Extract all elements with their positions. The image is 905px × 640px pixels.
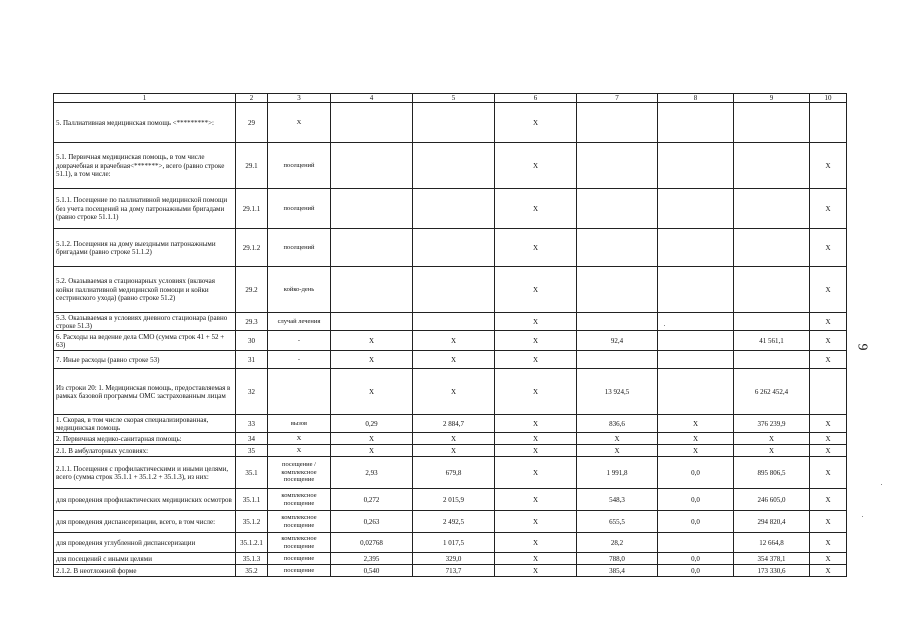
- table-cell-c7: 28,2: [577, 533, 658, 553]
- table-cell-c8: X: [658, 415, 734, 433]
- table-cell-c10: X: [810, 267, 847, 313]
- table-cell-c7: [577, 103, 658, 143]
- table-cell-c6: X: [495, 351, 577, 369]
- table-row: [54, 553, 847, 565]
- table-cell-c1: 2.1. В амбулаторных условиях:: [54, 445, 236, 457]
- table-cell-c10: X: [810, 553, 847, 565]
- header-cell: 3: [268, 94, 331, 103]
- table-cell-c2: 35.1.1: [236, 489, 268, 511]
- table-cell-c10: X: [810, 143, 847, 189]
- table-cell-c3: посещений: [268, 229, 331, 267]
- table-cell-c9: [734, 189, 810, 229]
- table-row: [54, 143, 847, 189]
- table-cell-c9: 41 561,1: [734, 331, 810, 351]
- table-cell-c3: посещение: [268, 565, 331, 577]
- table-cell-c3: случай лечения: [268, 313, 331, 331]
- table-cell-c10: [810, 103, 847, 143]
- table-cell-c7: 1 991,8: [577, 457, 658, 489]
- table-cell-c5: 1 017,5: [413, 533, 495, 553]
- table-cell-c3: посещений: [268, 143, 331, 189]
- table-cell-c4: 0,272: [331, 489, 413, 511]
- table-cell-c7: 788,0: [577, 553, 658, 565]
- header-cell: 2: [236, 94, 268, 103]
- table-row: [54, 433, 847, 445]
- table-cell-c2: 34: [236, 433, 268, 445]
- header-cell: 7: [577, 94, 658, 103]
- table-cell-c1: 5.1.2. Посещения на дому выездными патронажными бригадами (равно строке 51.1.2): [54, 229, 236, 267]
- table-cell-c2: 35.1.2.1: [236, 533, 268, 553]
- table-cell-c6: X: [495, 189, 577, 229]
- table-row: [54, 229, 847, 267]
- table-cell-c8: 0,0: [658, 553, 734, 565]
- header-cell: 9: [734, 94, 810, 103]
- table-cell-c9: 173 330,6: [734, 565, 810, 577]
- table-cell-c5: X: [413, 331, 495, 351]
- table-cell-c7: X: [577, 445, 658, 457]
- table-cell-c3: X: [268, 433, 331, 445]
- table-cell-c8: [658, 533, 734, 553]
- table-cell-c1: 5.3. Оказываемая в условиях дневного стационара (равно строке 51.3): [54, 313, 236, 331]
- table-cell-c7: X: [577, 433, 658, 445]
- table-cell-c4: 2,395: [331, 553, 413, 565]
- table-row: [54, 351, 847, 369]
- table-cell-c6: X: [495, 457, 577, 489]
- table-cell-c2: 33: [236, 415, 268, 433]
- table-cell-c1: 2. Первичная медико-санитарная помощь:: [54, 433, 236, 445]
- table-cell-c7: 655,5: [577, 511, 658, 533]
- table-cell-c8: [658, 229, 734, 267]
- scan-speck: [881, 484, 882, 485]
- table-cell-c1: 5.2. Оказываемая в стационарных условиях (включая койки паллиативной медицинской помощи и койки сестринского ухода) (равно строке 51.2): [54, 267, 236, 313]
- table-cell-c5: [413, 313, 495, 331]
- table-cell-c6: X: [495, 331, 577, 351]
- table-cell-c7: [577, 267, 658, 313]
- table-cell-c2: 29.1.1: [236, 189, 268, 229]
- table-cell-c8: 0,0: [658, 511, 734, 533]
- table-cell-c10: X: [810, 511, 847, 533]
- table-row: [54, 445, 847, 457]
- table-cell-c5: [413, 229, 495, 267]
- table-cell-c2: 29.2: [236, 267, 268, 313]
- table-row: [54, 267, 847, 313]
- table-cell-c10: X: [810, 415, 847, 433]
- table-cell-c8: [658, 143, 734, 189]
- table-cell-c2: 35.1: [236, 457, 268, 489]
- header-cell: 1: [54, 94, 236, 103]
- scan-speck: [664, 325, 665, 326]
- table-cell-c4: [331, 189, 413, 229]
- table-cell-c3: комплексное посещение: [268, 533, 331, 553]
- table-cell-c4: 0,540: [331, 565, 413, 577]
- table-cell-c3: комплексное посещение: [268, 511, 331, 533]
- table-cell-c8: 0,0: [658, 457, 734, 489]
- table-cell-c9: [734, 143, 810, 189]
- table-cell-c5: 679,8: [413, 457, 495, 489]
- table-cell-c4: X: [331, 433, 413, 445]
- table-cell-c6: X: [495, 103, 577, 143]
- table-cell-c8: [658, 189, 734, 229]
- table-cell-c4: [331, 313, 413, 331]
- table-cell-c6: X: [495, 489, 577, 511]
- table-cell-c9: [734, 313, 810, 331]
- table-cell-c6: X: [495, 533, 577, 553]
- table-cell-c5: 2 015,9: [413, 489, 495, 511]
- table-row: [54, 103, 847, 143]
- table-cell-c2: 29.1: [236, 143, 268, 189]
- table-cell-c9: [734, 229, 810, 267]
- table-cell-c5: 329,0: [413, 553, 495, 565]
- table-cell-c9: 376 239,9: [734, 415, 810, 433]
- table-cell-c10: X: [810, 433, 847, 445]
- table-cell-c10: [810, 369, 847, 415]
- table-cell-c3: посещение / комплексное посещение: [268, 457, 331, 489]
- table-cell-c4: [331, 143, 413, 189]
- table-cell-c8: [658, 103, 734, 143]
- table-cell-c2: 29: [236, 103, 268, 143]
- table-cell-c1: 7. Иные расходы (равно строке 53): [54, 351, 236, 369]
- table-cell-c8: X: [658, 445, 734, 457]
- table-cell-c4: [331, 103, 413, 143]
- table-cell-c7: 836,6: [577, 415, 658, 433]
- table-cell-c5: [413, 267, 495, 313]
- table-cell-c8: [658, 267, 734, 313]
- table-cell-c10: X: [810, 331, 847, 351]
- table-row: [54, 511, 847, 533]
- table-cell-c4: 0,29: [331, 415, 413, 433]
- table-cell-c3: койко-день: [268, 267, 331, 313]
- table-cell-c9: 6 262 452,4: [734, 369, 810, 415]
- table-cell-c3: посещение: [268, 553, 331, 565]
- table-cell-c7: [577, 189, 658, 229]
- table-cell-c6: X: [495, 433, 577, 445]
- table-cell-c4: [331, 229, 413, 267]
- table-row: [54, 565, 847, 577]
- header-cell: 4: [331, 94, 413, 103]
- table-row: [54, 313, 847, 331]
- table-cell-c6: X: [495, 267, 577, 313]
- table-row: [54, 369, 847, 415]
- table-cell-c10: X: [810, 351, 847, 369]
- table-cell-c5: X: [413, 369, 495, 415]
- header-row: [54, 94, 847, 103]
- table-cell-c3: [268, 369, 331, 415]
- table-cell-c5: 2 884,7: [413, 415, 495, 433]
- table-cell-c10: X: [810, 489, 847, 511]
- table-cell-c4: X: [331, 331, 413, 351]
- table-cell-c3: X: [268, 103, 331, 143]
- table-cell-c8: [658, 351, 734, 369]
- table-cell-c10: X: [810, 457, 847, 489]
- table-cell-c5: 713,7: [413, 565, 495, 577]
- table-cell-c5: [413, 143, 495, 189]
- table-cell-c7: [577, 229, 658, 267]
- table-cell-c7: [577, 313, 658, 331]
- table-cell-c3: -: [268, 351, 331, 369]
- table-cell-c9: X: [734, 445, 810, 457]
- table-cell-c1: 6. Расходы на ведение дела СМО (сумма строк 41 + 52 + 63): [54, 331, 236, 351]
- table-cell-c7: 92,4: [577, 331, 658, 351]
- table-cell-c6: X: [495, 229, 577, 267]
- table-cell-c2: 35.2: [236, 565, 268, 577]
- table-cell-c1: 1. Скорая, в том числе скорая специализированная, медицинская помощь: [54, 415, 236, 433]
- table-cell-c6: X: [495, 143, 577, 189]
- table-cell-c10: X: [810, 313, 847, 331]
- table-cell-c8: 0,0: [658, 565, 734, 577]
- table-cell-c2: 31: [236, 351, 268, 369]
- table-cell-c10: X: [810, 445, 847, 457]
- table-cell-c6: X: [495, 565, 577, 577]
- header-cell: 10: [810, 94, 847, 103]
- scan-speck: [862, 516, 863, 517]
- table-cell-c2: 29.1.2: [236, 229, 268, 267]
- table-cell-c2: 35.1.3: [236, 553, 268, 565]
- table-cell-c4: X: [331, 445, 413, 457]
- table-cell-c10: X: [810, 189, 847, 229]
- table-cell-c5: 2 492,5: [413, 511, 495, 533]
- table-cell-c5: [413, 189, 495, 229]
- table-cell-c9: 294 820,4: [734, 511, 810, 533]
- table-row: [54, 189, 847, 229]
- table-cell-c9: X: [734, 433, 810, 445]
- table-cell-c3: комплексное посещение: [268, 489, 331, 511]
- table-cell-c1: 5. Паллиативная медицинская помощь <*********>:: [54, 103, 236, 143]
- table-cell-c2: 30: [236, 331, 268, 351]
- table-cell-c4: 2,93: [331, 457, 413, 489]
- table-cell-c3: -: [268, 331, 331, 351]
- table-cell-c4: 0,263: [331, 511, 413, 533]
- table-cell-c2: 35.1.2: [236, 511, 268, 533]
- table-cell-c8: 0,0: [658, 489, 734, 511]
- table-cell-c2: 32: [236, 369, 268, 415]
- table-cell-c9: 12 664,8: [734, 533, 810, 553]
- table-cell-c9: 895 806,5: [734, 457, 810, 489]
- table-cell-c7: [577, 351, 658, 369]
- table-cell-c3: X: [268, 445, 331, 457]
- table-cell-c4: 0,02768: [331, 533, 413, 553]
- table-cell-c5: [413, 103, 495, 143]
- table-cell-c1: для проведения диспансеризации, всего, в том числе:: [54, 511, 236, 533]
- table-row: [54, 533, 847, 553]
- table-cell-c2: 29.3: [236, 313, 268, 331]
- table-cell-c7: 13 924,5: [577, 369, 658, 415]
- header-cell: 6: [495, 94, 577, 103]
- table-cell-c9: 354 378,1: [734, 553, 810, 565]
- table-cell-c7: 385,4: [577, 565, 658, 577]
- table-cell-c9: [734, 103, 810, 143]
- table-cell-c5: X: [413, 445, 495, 457]
- table-cell-c9: 246 605,0: [734, 489, 810, 511]
- table-cell-c6: X: [495, 369, 577, 415]
- table-cell-c4: X: [331, 369, 413, 415]
- table-cell-c9: [734, 267, 810, 313]
- table-row: [54, 457, 847, 489]
- table-cell-c8: [658, 369, 734, 415]
- header-cell: 5: [413, 94, 495, 103]
- table-cell-c1: для проведения профилактических медицинских осмотров: [54, 489, 236, 511]
- table-cell-c2: 35: [236, 445, 268, 457]
- table-cell-c3: вызов: [268, 415, 331, 433]
- table-cell-c6: X: [495, 445, 577, 457]
- table-cell-c3: посещений: [268, 189, 331, 229]
- table-cell-c5: X: [413, 351, 495, 369]
- table-cell-c8: [658, 331, 734, 351]
- table-cell-c6: X: [495, 313, 577, 331]
- table-cell-c7: 548,3: [577, 489, 658, 511]
- table-cell-c4: [331, 267, 413, 313]
- table-cell-c8: [658, 313, 734, 331]
- table-cell-c10: X: [810, 565, 847, 577]
- table-cell-c1: 2.1.1. Посещения с профилактическими и иными целями, всего (сумма строк 35.1.1 + 35.1.2 + 35.1.3), из них:: [54, 457, 236, 489]
- header-cell: 8: [658, 94, 734, 103]
- table-cell-c1: для посещений с иными целями: [54, 553, 236, 565]
- table-cell-c10: X: [810, 229, 847, 267]
- table-row: [54, 415, 847, 433]
- table-cell-c10: X: [810, 533, 847, 553]
- page-number: 9: [854, 343, 870, 351]
- data-table: [53, 93, 847, 577]
- table-cell-c5: X: [413, 433, 495, 445]
- table-cell-c6: X: [495, 415, 577, 433]
- table-cell-c6: X: [495, 553, 577, 565]
- table-cell-c1: для проведения углубленной диспансеризации: [54, 533, 236, 553]
- table-row: [54, 489, 847, 511]
- table-cell-c1: 2.1.2. В неотложной форме: [54, 565, 236, 577]
- table-cell-c8: X: [658, 433, 734, 445]
- table-cell-c6: X: [495, 511, 577, 533]
- table-cell-c1: 5.1.1. Посещение по паллиативной медицинской помощи без учета посещений на дому патронажными бригадами (равно строке 51.1.1): [54, 189, 236, 229]
- table-cell-c7: [577, 143, 658, 189]
- table-row: [54, 331, 847, 351]
- table-cell-c1: Из строки 20: 1. Медицинская помощь, предоставляемая в рамках базовой программы ОМС застрахованным лицам: [54, 369, 236, 415]
- table-cell-c4: X: [331, 351, 413, 369]
- table-cell-c9: [734, 351, 810, 369]
- table-cell-c1: 5.1. Первичная медицинская помощь, в том числе доврачебная и врачебная<*******>, всего (равно строке 51.1), в том числе:: [54, 143, 236, 189]
